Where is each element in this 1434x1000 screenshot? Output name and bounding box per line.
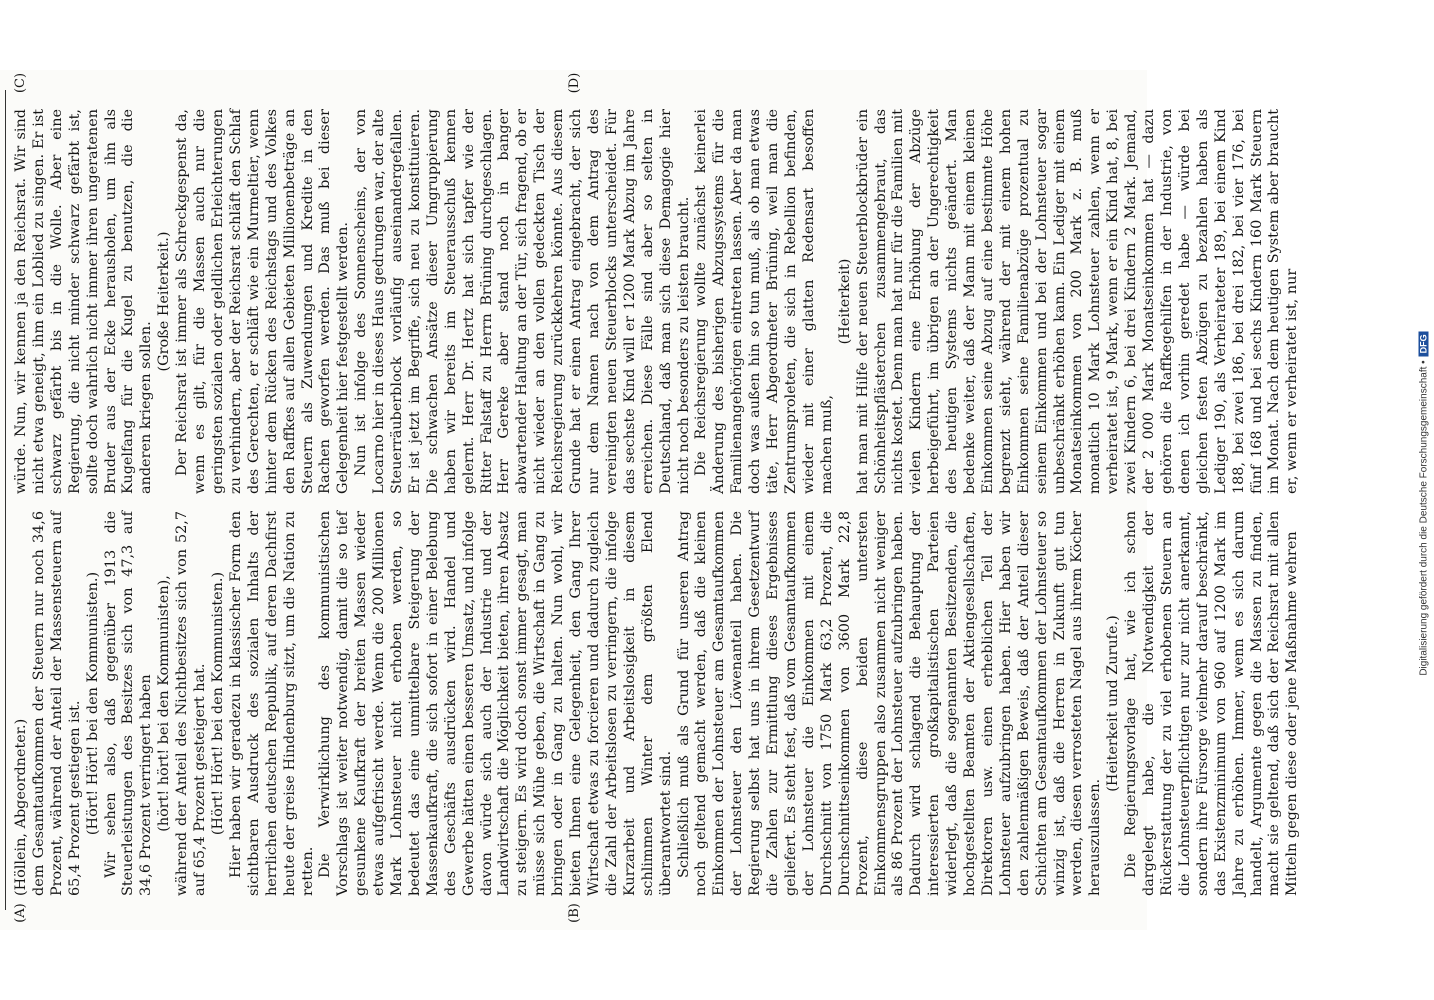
paragraph: Wir sehen also, daß gegenüber 1913 die Steuerleistungen des Besitzes sich von 47,3 auf 34,6 Prozent verringert haben	[102, 511, 155, 896]
paragraph: Die Reichsregierung wollte zunächst keinerlei Änderung des bisherigen Abzugssystems für die Familienangehörigen eintreten lassen. Aber da man doch was außen hin so tun muß, als ob man etwas täte, Herr Abgeordneter Brüning, weil man die Zentrumsproleten, die sich in Rebellion befinden, wieder mit einer glatten Redensart besoffen machen muß,	[693, 109, 835, 494]
paragraph: Hier haben wir geradezu in klassischer Form den sichtbaren Ausdruck des sozialen Inhalts der herrlichen deutschen Republik, auf deren Dachfirst heute der greise Hindenburg sitzt, um die Nation zu retten.	[227, 511, 316, 896]
paragraph: Der Reichsrat ist immer als Schreckgespenst da, wenn es gilt, für die Massen auch nur die geringsten sozialen oder geldlichen Erleichterungen zu verhindern, aber der Reichsrat schläft den Schlaf des Gerechten, er schläft wie ein Murmeltier, wenn hinter dem Rücken des Reichstags und des Volkes den Raffkes auf allen Gebieten Millionenbeträge an Steuern als Zuwendungen und Kredite in den Rachen geworfen werden. Das muß bei dieser Gelegenheit hier festgestellt werden.	[174, 109, 352, 494]
margin-marker-b: (B)	[567, 903, 582, 923]
interjection: (Hört! Hört! bei den Kommunisten.)	[209, 571, 226, 836]
header-rule	[5, 90, 6, 910]
paragraph: Nun ist infolge des Sonnenscheins, der von Locarno hier in dieses Haus gedrungen war, der alte Steuerräuberblock vorläufig auseinandergefallen. Er ist jetzt im Begriffe, sich neu zu konstituieren. Die schwachen Ansätze dieser Umgruppierung haben wir bereits im Steuerausschuß kennen gelernt. Herr Dr. Hertz hat sich tapfer wie der Ritter Falstaff zu Herrn Brüning durchgeschlagen. Herr Gereke aber stand noch in banger abwartender Haltung an der Tür, sich fragend, ob er nicht wieder an den vollen gedeckten Tisch der Reichsregierung zurückkehren könnte. Aus diesem Grunde hat er einen Antrag eingebracht, der sich nur dem Namen nach von dem Antrag des vereinigten neuen Steuerblocks unterscheidet. Für das sechste Kind will er 1200 Mark Abzug im Jahre erreichen. Diese Fälle sind aber so selten in Deutschland, daß man sich diese Demagogie hier nicht noch besonders zu leisten braucht.	[353, 108, 692, 494]
paragraph: Die Regierungsvorlage hat, wie ich schon dargelegt habe, die Notwendigkeit der Rückerstattung der zu viel erhobenen Steuern an die Lohnsteuerpflichtigen nur zur nicht anerkannt, sondern ihre Fürsorge vielmehr darauf beschränkt, das Existenzminimum von 960 auf 1200 Mark im Jahre zu erhöhen. Immer, wenn es sich darum handelt, Argumente gegen die Massen zu finden, macht sie geltend, daß sich der Reichsrat mit allen Mitteln gegen diese oder jene Maßnahme wehren	[1123, 511, 1301, 896]
digitization-credit	[1418, 8, 1432, 992]
margin-marker-c: (C)	[13, 72, 28, 94]
rotated-scan-page	[0, 70, 1301, 930]
interjection: (Hört! Hört! bei den Kommunisten.)	[84, 571, 101, 836]
paragraph: würde. Nun, wir kennen ja den Reichsrat. Wir sind nicht etwa geneigt, ihm ein Loblied zu singen. Er ist schwarz gefärbt bis in die Wolle. Aber eine Regierung, die nicht minder schwarz gefärbt ist, sollte doch wahrlich nicht immer ihren ungeratenen Bruder aus der Ecke herausholen, um ihn als Kugelfang für die Kugel zu benutzen, die die anderen kriegen sollen.	[13, 109, 155, 494]
dfg-logo: DFG	[1419, 331, 1429, 356]
paragraph: Schließlich muß als Grund für unseren Antrag noch geltend gemacht werden, daß die kleinen Einkommen der Lohnsteuer am Gesamtaufkommen der Lohnsteuer den Löwenanteil haben. Die Regierung selbst hat uns in ihrem Gesetzentwurf die Zahlen zur Ermittlung dieses Ergebnisses geliefert. Es steht fest, daß vom Gesamtaufkommen der Lohnsteuer die Einkommen mit einem Durchschnitt von 1750 Mark 63,2 Prozent, die Durchschnittseinkommen von 3600 Mark 22,8 Prozent, diese beiden untersten Einkommensgruppen also zusammen nicht weniger als 86 Prozent der Lohnsteuer aufzubringen haben. Dadurch wird schlagend die Behauptung der interessierten großkapitalistischen Parteien widerlegt, daß die sogenannten Besitzenden, die hochgestellten Beamten der Aktiengesellschaften, Direktoren usw. einen erheblichen Teil der Lohnsteuer aufzubringen haben. Hier haben wir den zahlenmäßigen Beweis, daß der Anteil dieser Schichten am Gesamtaufkommen der Lohnsteuer so winzig ist, daß die Herren in Zukunft gut tun werden, diesen verrosteten Nagel aus ihrem Köcher herauszulassen.	[675, 511, 1104, 896]
paragraph: hat man mit Hilfe der neuen Steuerblockbrüder ein Schönheitspflästerchen zusammengebraut, das nichts kostet. Denn man hat nur für die Familien mit vielen Kindern eine Erhöhung der Abzüge herbeigeführt, im übrigen an der Ungerechtigkeit des heutigen Systems nichts geändert. Man bedenke weiter, daß der Mann mit einem kleinen Einkommen seine Abzug auf eine bestimmte Höhe begrenzt sieht, während der mit einem hohen Einkommen seine Familienabzüge prozentual zu seinem Einkommen und bei der Lohnsteuer sogar unbeschränkt erhöhen kann. Ein Lediger mit einem Monatseinkommen von 200 Mark z. B. muß monatlich 10 Mark Lohnsteuer zahlen, wenn er verheiratet ist, 9 Mark, wenn er ein Kind hat, 8, bei zwei Kindern 6, bei drei Kindern 2 Mark. Jemand, der 2 000 Mark Monatseinkommen hat — dazu gehören die Raffkegehilfen in der Industrie, von denen ich vorhin geredet habe — würde bei gleichen festen Abzügen zu bezahlen haben als Lediger 190, als Verheirateter 189, bei einem Kind 188, bei zwei 186, bei drei 182, bei vier 176, bei fünf 168 und bei sechs Kindern 160 Mark Steuern im Monat. Nach dem heutigen System aber braucht er, wenn er verheiratet ist, nur	[854, 109, 1301, 494]
paragraph: dem Gesamtaufkommen der Steuern nur noch 34,6 Prozent, während der Anteil der Massensteuern auf 65,4 Prozent gestiegen ist.	[30, 511, 83, 896]
interjection: (Heiterkeit und Zurufe.)	[1105, 615, 1122, 792]
paragraph: während der Anteil des Nichtbesitzes sich von 52,7 auf 65,4 Prozent gesteigert hat.	[174, 511, 209, 896]
paragraph: Die Verwirklichung des kommunistischen Vorschlags ist weiter notwendig, damit die so tief gesunkene Kaufkraft der breiten Massen wieder etwas aufgefrischt werde. Wenn die 200 Millionen Mark Lohnsteuer nicht erhoben werden, so bedeutet das eine unmittelbare Steigerung der Massenkaufkraft, die sich sofort in einer Belebung des Geschäfts ausdrücken wird. Handel und Gewerbe hätten einen besseren Umsatz, und infolge davon würde sich auch der Industrie und der Landwirtschaft die Möglichkeit bieten, ihren Absatz zu steigern. Es wird doch sonst immer gesagt, man müsse sich Mühe geben, die Wirtschaft in Gang zu bringen oder in Gang zu halten. Nun wohl, wir bieten Ihnen eine Gelegenheit, den Gang Ihrer Wirtschaft etwas zu forcieren und dadurch zugleich die Zahl der Arbeitslosen zu verringern, die infolge Kurzarbeit und Arbeitslosigkeit in diesem schlimmen Winter dem größten Elend überantwortet sind.	[317, 511, 674, 896]
margin-marker-a: (A)	[13, 903, 28, 923]
interjection: (Heiterkeit)	[836, 258, 853, 345]
credit-text: Digitalisierung gefördert durch die Deutsche Forschungsgemeinschaft •	[1418, 360, 1430, 676]
right-column	[13, 108, 1301, 494]
left-column	[13, 511, 1301, 896]
margin-marker-d: (D)	[567, 72, 582, 94]
speaker-label: (Höllein, Abgeordneter.)	[13, 718, 29, 896]
interjection: (hört! hört! bei den Kommunisten),	[156, 575, 173, 832]
interjection: (Große Heiterkeit.)	[156, 231, 173, 372]
